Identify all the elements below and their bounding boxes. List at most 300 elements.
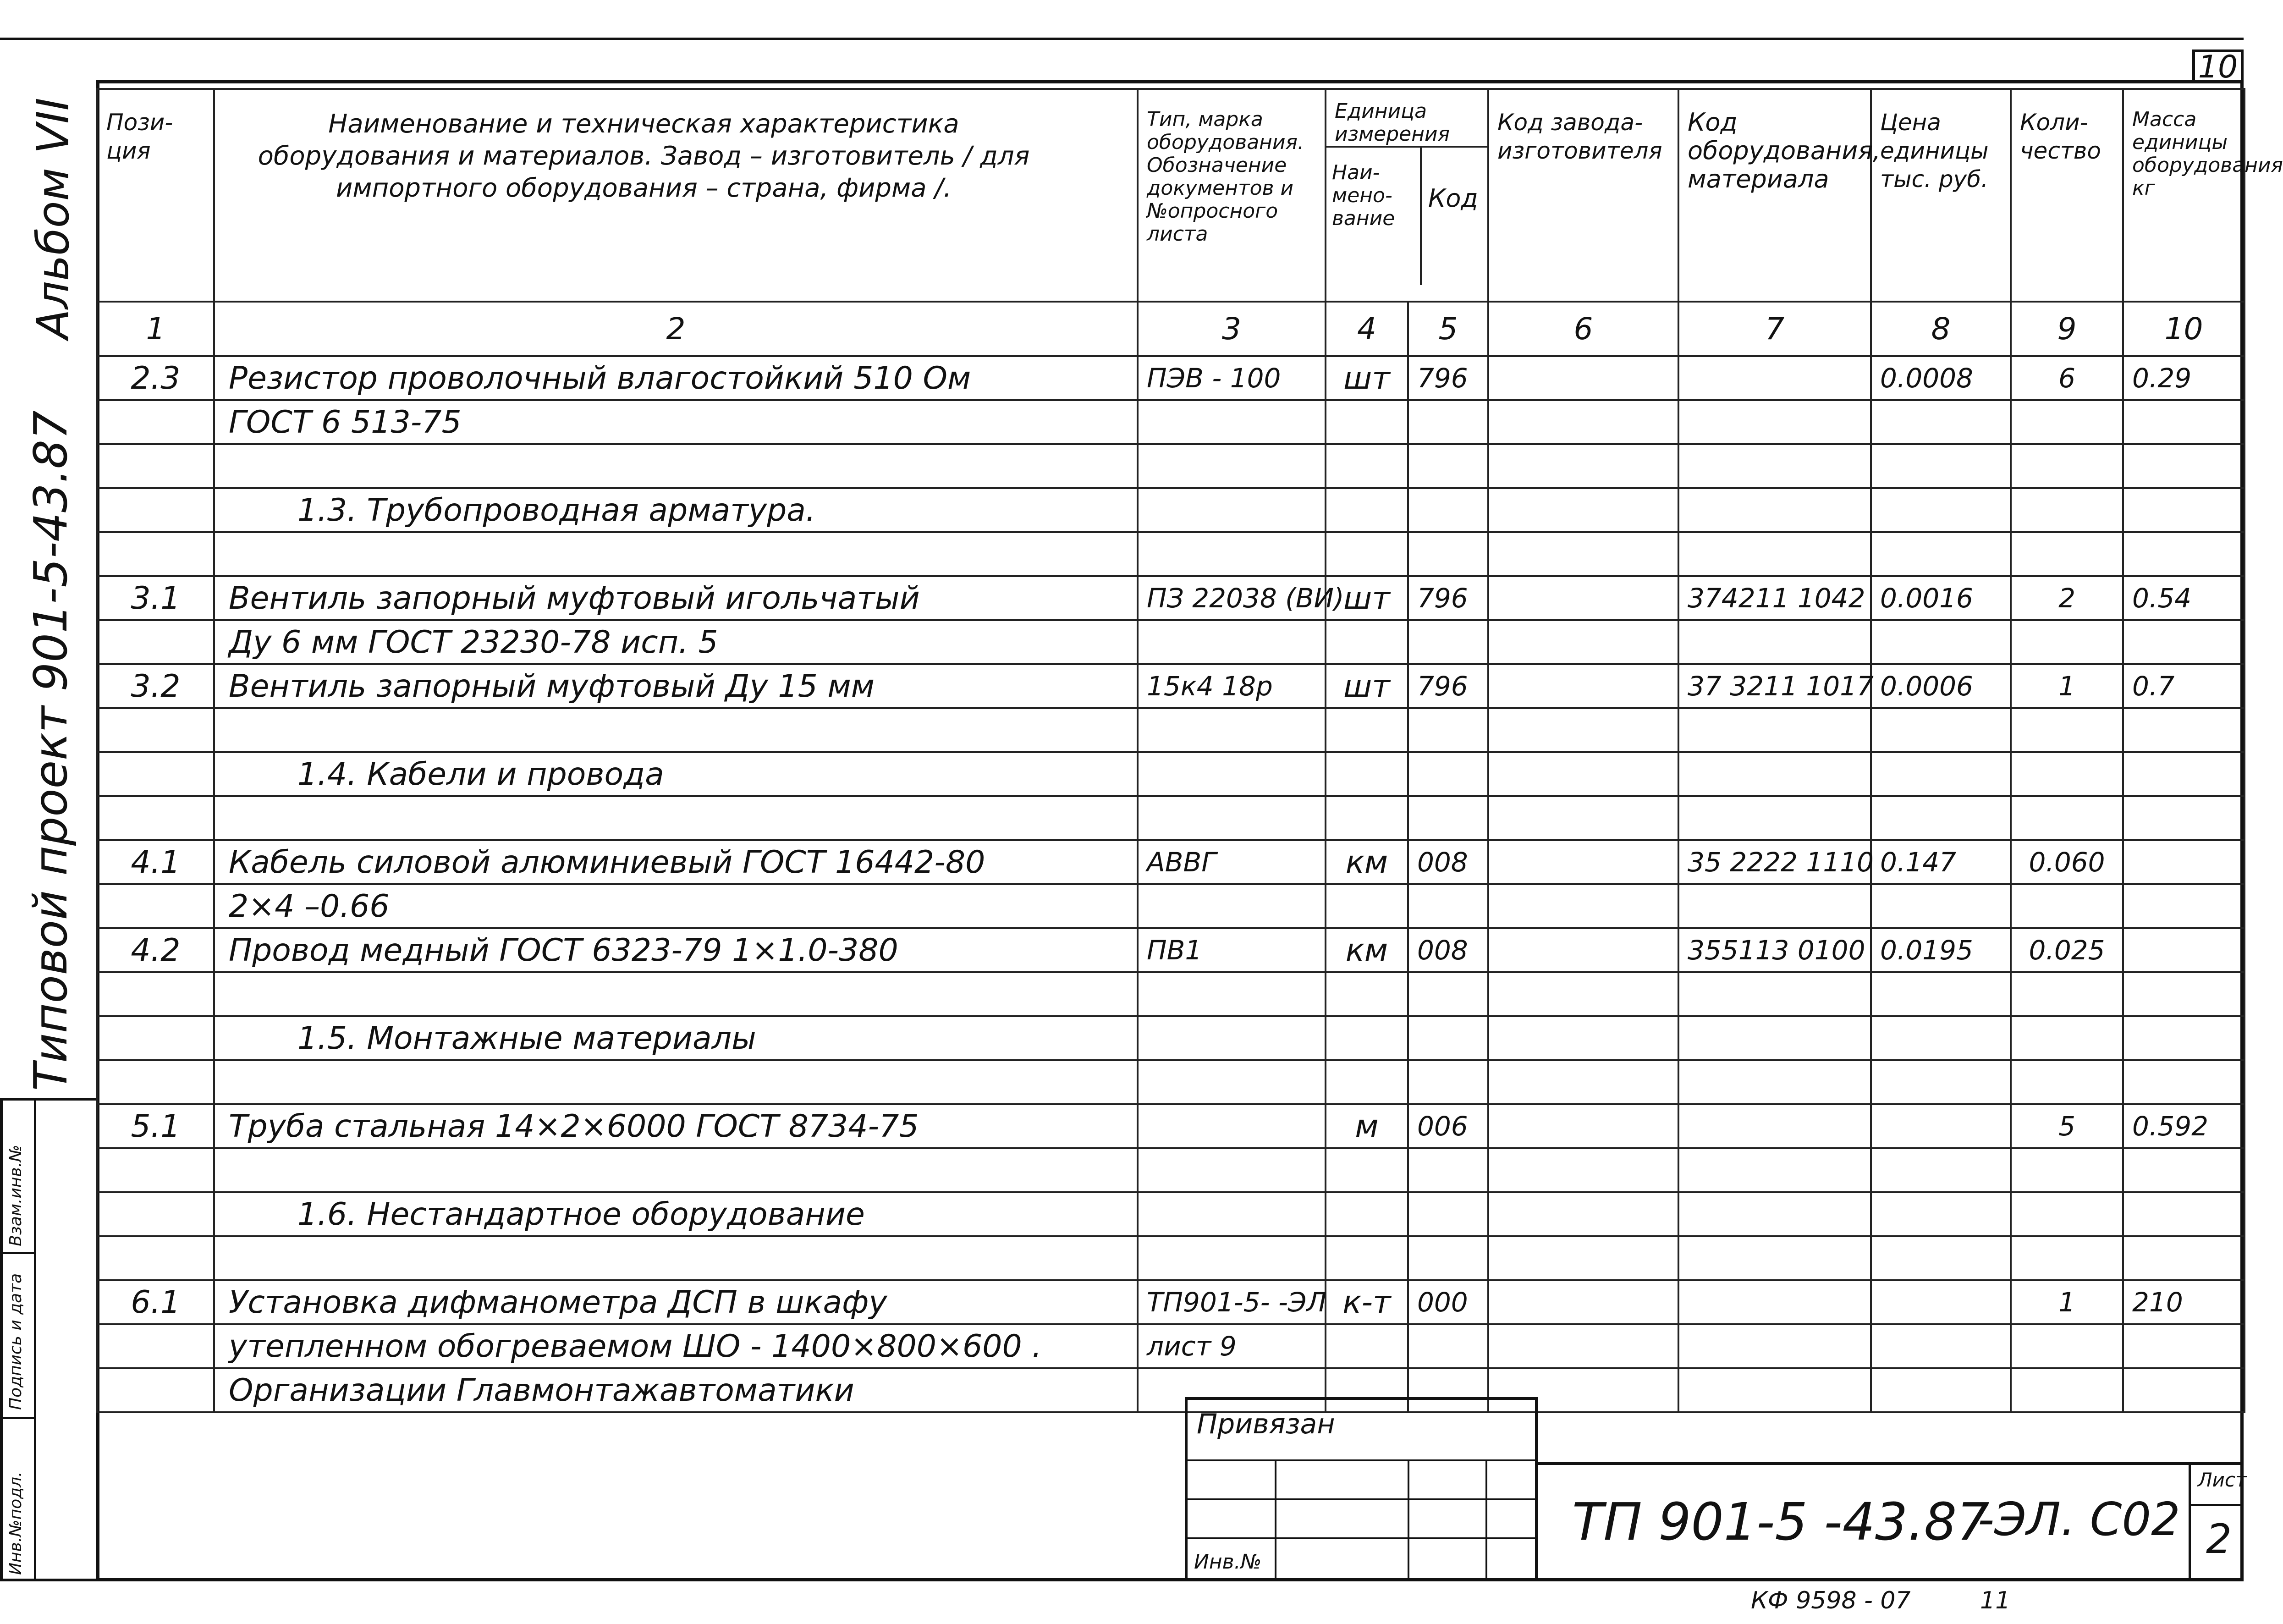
mass-cell xyxy=(2123,444,2244,488)
section-title: 1.3. Трубопроводная арматура. xyxy=(214,488,1138,532)
material-code-cell xyxy=(1678,708,1871,752)
name-cell: Кабель силовой алюминиевый ГОСТ 16442-80 xyxy=(214,840,1138,884)
album-label: Альбом VII xyxy=(28,98,79,339)
material-code-cell xyxy=(1678,972,1871,1016)
column-number: 2 xyxy=(214,302,1138,356)
privyazan-label: Привязан xyxy=(1197,1408,1335,1440)
unit-cell: шт xyxy=(1326,356,1408,400)
sheet-label: Лист xyxy=(2198,1469,2247,1491)
factory-code-cell xyxy=(1488,664,1678,708)
table-row xyxy=(97,1368,2244,1412)
price-cell xyxy=(1871,1016,2011,1060)
mass-cell: 0.29 xyxy=(2123,356,2244,400)
unit-cell xyxy=(1326,444,1408,488)
factory-code-cell xyxy=(1488,1016,1678,1060)
unit-code-cell: 796 xyxy=(1408,356,1488,400)
position-cell: 4.1 xyxy=(97,840,214,884)
material-code-cell xyxy=(1678,356,1871,400)
sheet-number: 2 xyxy=(2206,1515,2232,1563)
header-factory-code: Код завода-изготовителя xyxy=(1488,89,1678,302)
mass-cell xyxy=(2123,972,2244,1016)
price-cell xyxy=(1871,1148,2011,1192)
name-cell: Организации Главмонтажавтоматики xyxy=(214,1368,1138,1412)
price-cell xyxy=(1871,532,2011,576)
section-row xyxy=(97,1016,2244,1060)
mass-cell xyxy=(2123,400,2244,444)
position-cell xyxy=(97,752,214,796)
table-row xyxy=(97,532,2244,576)
position-cell xyxy=(97,708,214,752)
material-code-cell xyxy=(1678,444,1871,488)
position-cell xyxy=(97,1148,214,1192)
quantity-cell xyxy=(2011,752,2123,796)
unit-code-cell xyxy=(1408,1060,1488,1104)
type-cell xyxy=(1138,1104,1326,1148)
unit-code-cell xyxy=(1408,884,1488,928)
price-cell xyxy=(1871,1060,2011,1104)
name-cell xyxy=(214,532,1138,576)
type-cell xyxy=(1138,620,1326,664)
price-cell: 0.147 xyxy=(1871,840,2011,884)
mass-cell xyxy=(2123,752,2244,796)
unit-code-cell xyxy=(1408,400,1488,444)
mass-cell: 210 xyxy=(2123,1280,2244,1324)
table-row xyxy=(97,884,2244,928)
name-cell: утепленном обогреваемом ШО - 1400×800×600 . xyxy=(214,1324,1138,1368)
factory-code-cell xyxy=(1488,752,1678,796)
type-cell xyxy=(1138,972,1326,1016)
quantity-cell: 0.060 xyxy=(2011,840,2123,884)
price-cell xyxy=(1871,488,2011,532)
factory-code-cell xyxy=(1488,1280,1678,1324)
unit-cell xyxy=(1326,1148,1408,1192)
price-cell xyxy=(1871,1236,2011,1280)
quantity-cell: 1 xyxy=(2011,664,2123,708)
title-block-binding xyxy=(1185,1397,1538,1581)
quantity-cell xyxy=(2011,532,2123,576)
material-code-cell xyxy=(1678,400,1871,444)
unit-cell: м xyxy=(1326,1104,1408,1148)
table-row xyxy=(97,1324,2244,1368)
table-header-row xyxy=(97,89,2244,302)
price-cell xyxy=(1871,1192,2011,1236)
price-cell xyxy=(1871,1368,2011,1412)
unit-cell: к-т xyxy=(1326,1280,1408,1324)
position-cell: 2.3 xyxy=(97,356,214,400)
table-row xyxy=(97,1060,2244,1104)
unit-cell: км xyxy=(1326,928,1408,972)
factory-code-cell xyxy=(1488,1236,1678,1280)
price-cell xyxy=(1871,620,2011,664)
type-cell: ТП901-5- -ЭЛ xyxy=(1138,1280,1326,1324)
unit-cell xyxy=(1326,1060,1408,1104)
header-unit-price: Цена единицы тыс. руб. xyxy=(1871,89,2011,302)
column-number: 1 xyxy=(97,302,214,356)
material-code-cell: 35 2222 1110 xyxy=(1678,840,1871,884)
order-number: КФ 9598 - 07 xyxy=(1751,1587,1911,1614)
type-cell xyxy=(1138,796,1326,840)
sheet-number-top: 10 xyxy=(2192,50,2244,82)
quantity-cell: 5 xyxy=(2011,1104,2123,1148)
quantity-cell: 2 xyxy=(2011,576,2123,620)
project-label: Типовой проект 901-5-43.87 xyxy=(24,410,77,1091)
name-cell: Резистор проволочный влагостойкий 510 Ом xyxy=(214,356,1138,400)
unit-code-cell: 008 xyxy=(1408,840,1488,884)
material-code-cell xyxy=(1678,1236,1871,1280)
header-position: Пози- ция xyxy=(97,89,214,302)
table-row xyxy=(97,400,2244,444)
table-row xyxy=(97,1148,2244,1192)
mass-cell xyxy=(2123,1236,2244,1280)
factory-code-cell xyxy=(1488,796,1678,840)
factory-code-cell xyxy=(1488,1324,1678,1368)
name-cell: Ду 6 мм ГОСТ 23230-78 исп. 5 xyxy=(214,620,1138,664)
table-row xyxy=(97,708,2244,752)
document-suffix: -ЭЛ. С02 xyxy=(1978,1492,2180,1546)
copy-format: 11 xyxy=(1980,1587,2011,1614)
unit-cell xyxy=(1326,400,1408,444)
type-cell: АВВГ xyxy=(1138,840,1326,884)
mass-cell: 0.592 xyxy=(2123,1104,2244,1148)
price-cell: 0.0006 xyxy=(1871,664,2011,708)
mass-cell xyxy=(2123,532,2244,576)
mass-cell xyxy=(2123,928,2244,972)
unit-code-cell xyxy=(1408,708,1488,752)
price-cell: 0.0016 xyxy=(1871,576,2011,620)
quantity-cell xyxy=(2011,1236,2123,1280)
section-row xyxy=(97,752,2244,796)
price-cell xyxy=(1871,708,2011,752)
type-cell xyxy=(1138,1016,1326,1060)
position-cell xyxy=(97,972,214,1016)
quantity-cell: 1 xyxy=(2011,1280,2123,1324)
unit-cell xyxy=(1326,972,1408,1016)
header-name: Наименование и техническая характеристика оборудования и материалов. Завод – изготовитель / для импортного оборудования – страна, фирма /. xyxy=(214,89,1138,302)
position-cell: 5.1 xyxy=(97,1104,214,1148)
unit-code-cell xyxy=(1408,1236,1488,1280)
material-code-cell xyxy=(1678,1104,1871,1148)
unit-code-cell xyxy=(1408,1148,1488,1192)
type-cell: ПВ1 xyxy=(1138,928,1326,972)
equipment-specification-table xyxy=(96,88,2283,1413)
name-cell xyxy=(214,972,1138,1016)
unit-cell: км xyxy=(1326,840,1408,884)
material-code-cell xyxy=(1678,620,1871,664)
mass-cell xyxy=(2123,1016,2244,1060)
material-code-cell: 37 3211 1017 xyxy=(1678,664,1871,708)
material-code-cell xyxy=(1678,532,1871,576)
position-cell xyxy=(97,532,214,576)
factory-code-cell xyxy=(1488,928,1678,972)
unit-code-cell xyxy=(1408,532,1488,576)
position-cell: 3.1 xyxy=(97,576,214,620)
column-number: 10 xyxy=(2123,302,2244,356)
factory-code-cell xyxy=(1488,488,1678,532)
column-number: 4 xyxy=(1326,302,1408,356)
mass-cell: 0.54 xyxy=(2123,576,2244,620)
type-cell: 15к4 18р xyxy=(1138,664,1326,708)
material-code-cell xyxy=(1678,1060,1871,1104)
price-cell xyxy=(1871,796,2011,840)
table-row xyxy=(97,620,2244,664)
type-cell xyxy=(1138,444,1326,488)
type-cell xyxy=(1138,1236,1326,1280)
factory-code-cell xyxy=(1488,400,1678,444)
unit-cell xyxy=(1326,1236,1408,1280)
position-cell: 6.1 xyxy=(97,1280,214,1324)
unit-code-cell: 006 xyxy=(1408,1104,1488,1148)
material-code-cell xyxy=(1678,884,1871,928)
factory-code-cell xyxy=(1488,532,1678,576)
name-cell: 2×4 –0.66 xyxy=(214,884,1138,928)
unit-cell xyxy=(1326,1192,1408,1236)
unit-cell: шт xyxy=(1326,664,1408,708)
material-code-cell xyxy=(1678,796,1871,840)
unit-code-cell xyxy=(1408,444,1488,488)
position-cell xyxy=(97,1324,214,1368)
position-cell xyxy=(97,796,214,840)
type-cell: лист 9 xyxy=(1138,1324,1326,1368)
mass-cell xyxy=(2123,708,2244,752)
position-cell xyxy=(97,620,214,664)
quantity-cell: 6 xyxy=(2011,356,2123,400)
quantity-cell xyxy=(2011,1192,2123,1236)
unit-cell xyxy=(1326,1324,1408,1368)
type-cell xyxy=(1138,488,1326,532)
mass-cell xyxy=(2123,1148,2244,1192)
type-cell xyxy=(1138,884,1326,928)
price-cell xyxy=(1871,400,2011,444)
type-cell xyxy=(1138,400,1326,444)
material-code-cell xyxy=(1678,1148,1871,1192)
position-cell xyxy=(97,488,214,532)
mass-cell xyxy=(2123,1192,2244,1236)
unit-code-cell xyxy=(1408,752,1488,796)
name-cell: Вентиль запорный муфтовый Ду 15 мм xyxy=(214,664,1138,708)
stamp-signature-date: Подпись и дата xyxy=(6,1273,25,1410)
factory-code-cell xyxy=(1488,972,1678,1016)
position-cell: 4.2 xyxy=(97,928,214,972)
table-row xyxy=(97,1236,2244,1280)
unit-cell xyxy=(1326,532,1408,576)
material-code-cell xyxy=(1678,1368,1871,1412)
factory-code-cell xyxy=(1488,708,1678,752)
factory-code-cell xyxy=(1488,1104,1678,1148)
material-code-cell xyxy=(1678,488,1871,532)
price-cell xyxy=(1871,972,2011,1016)
table-row xyxy=(97,840,2244,884)
type-cell xyxy=(1138,1148,1326,1192)
column-number: 8 xyxy=(1871,302,2011,356)
quantity-cell xyxy=(2011,884,2123,928)
material-code-cell xyxy=(1678,1016,1871,1060)
table-row xyxy=(97,1280,2244,1324)
unit-code-cell xyxy=(1408,1016,1488,1060)
table-row xyxy=(97,664,2244,708)
material-code-cell xyxy=(1678,1324,1871,1368)
position-cell xyxy=(97,1060,214,1104)
type-cell: ПЗ 22038 (ВИ) xyxy=(1138,576,1326,620)
factory-code-cell xyxy=(1488,576,1678,620)
section-row xyxy=(97,1192,2244,1236)
quantity-cell xyxy=(2011,708,2123,752)
section-title: 1.5. Монтажные материалы xyxy=(214,1016,1138,1060)
type-cell xyxy=(1138,532,1326,576)
mass-cell xyxy=(2123,1324,2244,1368)
material-code-cell xyxy=(1678,1192,1871,1236)
quantity-cell xyxy=(2011,1060,2123,1104)
quantity-cell xyxy=(2011,972,2123,1016)
quantity-cell xyxy=(2011,1016,2123,1060)
unit-code-cell: 796 xyxy=(1408,576,1488,620)
quantity-cell xyxy=(2011,488,2123,532)
stamp-replaced-inv: Взам.инв.№ xyxy=(6,1145,25,1246)
table-row xyxy=(97,444,2244,488)
table-row xyxy=(97,1104,2244,1148)
factory-code-cell xyxy=(1488,444,1678,488)
quantity-cell xyxy=(2011,1368,2123,1412)
table-row xyxy=(97,576,2244,620)
position-cell xyxy=(97,884,214,928)
unit-code-cell: 008 xyxy=(1408,928,1488,972)
unit-code-cell xyxy=(1408,796,1488,840)
position-cell xyxy=(97,1368,214,1412)
unit-cell: шт xyxy=(1326,576,1408,620)
header-unit xyxy=(1326,89,1488,302)
section-title: 1.4. Кабели и провода xyxy=(214,752,1138,796)
name-cell: Вентиль запорный муфтовый игольчатый xyxy=(214,576,1138,620)
top-rule xyxy=(0,38,2244,40)
quantity-cell xyxy=(2011,1148,2123,1192)
position-cell xyxy=(97,444,214,488)
unit-cell xyxy=(1326,1016,1408,1060)
header-quantity: Коли- чество xyxy=(2011,89,2123,302)
position-cell xyxy=(97,400,214,444)
factory-code-cell xyxy=(1488,1060,1678,1104)
unit-code-cell xyxy=(1408,1192,1488,1236)
mass-cell xyxy=(2123,620,2244,664)
price-cell xyxy=(1871,884,2011,928)
header-material-code: Код оборудования, материала xyxy=(1678,89,1871,302)
type-cell xyxy=(1138,752,1326,796)
factory-code-cell xyxy=(1488,620,1678,664)
unit-code-cell: 000 xyxy=(1408,1280,1488,1324)
table-row xyxy=(97,796,2244,840)
type-cell xyxy=(1138,1060,1326,1104)
unit-cell xyxy=(1326,708,1408,752)
quantity-cell xyxy=(2011,620,2123,664)
price-cell xyxy=(1871,444,2011,488)
factory-code-cell xyxy=(1488,840,1678,884)
unit-cell xyxy=(1326,884,1408,928)
name-cell xyxy=(214,1060,1138,1104)
column-number: 7 xyxy=(1678,302,1871,356)
factory-code-cell xyxy=(1488,1148,1678,1192)
material-code-cell: 374211 1042 xyxy=(1678,576,1871,620)
table-row xyxy=(97,356,2244,400)
title-block-main xyxy=(1538,1462,2247,1581)
mass-cell xyxy=(2123,796,2244,840)
mass-cell xyxy=(2123,488,2244,532)
column-number: 6 xyxy=(1488,302,1678,356)
name-cell xyxy=(214,796,1138,840)
price-cell xyxy=(1871,752,2011,796)
quantity-cell xyxy=(2011,796,2123,840)
table-row xyxy=(97,972,2244,1016)
table-row xyxy=(97,928,2244,972)
material-code-cell: 355113 0100 xyxy=(1678,928,1871,972)
factory-code-cell xyxy=(1488,884,1678,928)
approval-stamp-column xyxy=(0,1098,96,1581)
name-cell: Установка дифманометра ДСП в шкафу xyxy=(214,1280,1138,1324)
column-number: 3 xyxy=(1138,302,1326,356)
factory-code-cell xyxy=(1488,1192,1678,1236)
unit-code-cell xyxy=(1408,488,1488,532)
price-cell: 0.0008 xyxy=(1871,356,2011,400)
name-cell xyxy=(214,444,1138,488)
header-unit-name: Наи- мено- вание xyxy=(1326,148,1422,285)
quantity-cell xyxy=(2011,1324,2123,1368)
mass-cell: 0.7 xyxy=(2123,664,2244,708)
position-cell: 3.2 xyxy=(97,664,214,708)
name-cell: Труба стальная 14×2×6000 ГОСТ 8734-75 xyxy=(214,1104,1138,1148)
position-cell xyxy=(97,1192,214,1236)
price-cell xyxy=(1871,1280,2011,1324)
section-row xyxy=(97,488,2244,532)
type-cell xyxy=(1138,1192,1326,1236)
inv-no-label: Инв.№ xyxy=(1194,1550,1262,1574)
price-cell xyxy=(1871,1324,2011,1368)
type-cell: ПЭВ - 100 xyxy=(1138,356,1326,400)
stamp-inv-original: Инв.№подл. xyxy=(6,1471,25,1575)
unit-cell xyxy=(1326,796,1408,840)
name-cell: Провод медный ГОСТ 6323-79 1×1.0-380 xyxy=(214,928,1138,972)
material-code-cell xyxy=(1678,1280,1871,1324)
unit-cell xyxy=(1326,488,1408,532)
type-cell xyxy=(1138,708,1326,752)
header-unit-code: Код xyxy=(1428,184,1478,213)
column-number: 9 xyxy=(2011,302,2123,356)
factory-code-cell xyxy=(1488,356,1678,400)
name-cell xyxy=(214,1148,1138,1192)
header-unit-title: Единица измерения xyxy=(1326,90,1487,148)
unit-code-cell xyxy=(1408,620,1488,664)
header-type: Тип, марка оборудования. Обозначение документов и №опросного листа xyxy=(1138,89,1326,302)
column-number: 5 xyxy=(1408,302,1488,356)
name-cell xyxy=(214,1236,1138,1280)
mass-cell xyxy=(2123,884,2244,928)
unit-cell xyxy=(1326,752,1408,796)
section-title: 1.6. Нестандартное оборудование xyxy=(214,1192,1138,1236)
quantity-cell xyxy=(2011,400,2123,444)
price-cell xyxy=(1871,1104,2011,1148)
mass-cell xyxy=(2123,840,2244,884)
unit-code-cell xyxy=(1408,1324,1488,1368)
unit-code-cell xyxy=(1408,972,1488,1016)
quantity-cell xyxy=(2011,444,2123,488)
position-cell xyxy=(97,1236,214,1280)
mass-cell xyxy=(2123,1060,2244,1104)
price-cell: 0.0195 xyxy=(1871,928,2011,972)
mass-cell xyxy=(2123,1368,2244,1412)
column-numbers-row xyxy=(97,302,2244,356)
name-cell: ГОСТ 6 513-75 xyxy=(214,400,1138,444)
unit-cell xyxy=(1326,620,1408,664)
unit-code-cell: 796 xyxy=(1408,664,1488,708)
document-code: ТП 901-5 -43.87 xyxy=(1572,1492,1990,1552)
position-cell xyxy=(97,1016,214,1060)
header-unit-mass: Масса единицы оборудования кг xyxy=(2123,89,2244,302)
